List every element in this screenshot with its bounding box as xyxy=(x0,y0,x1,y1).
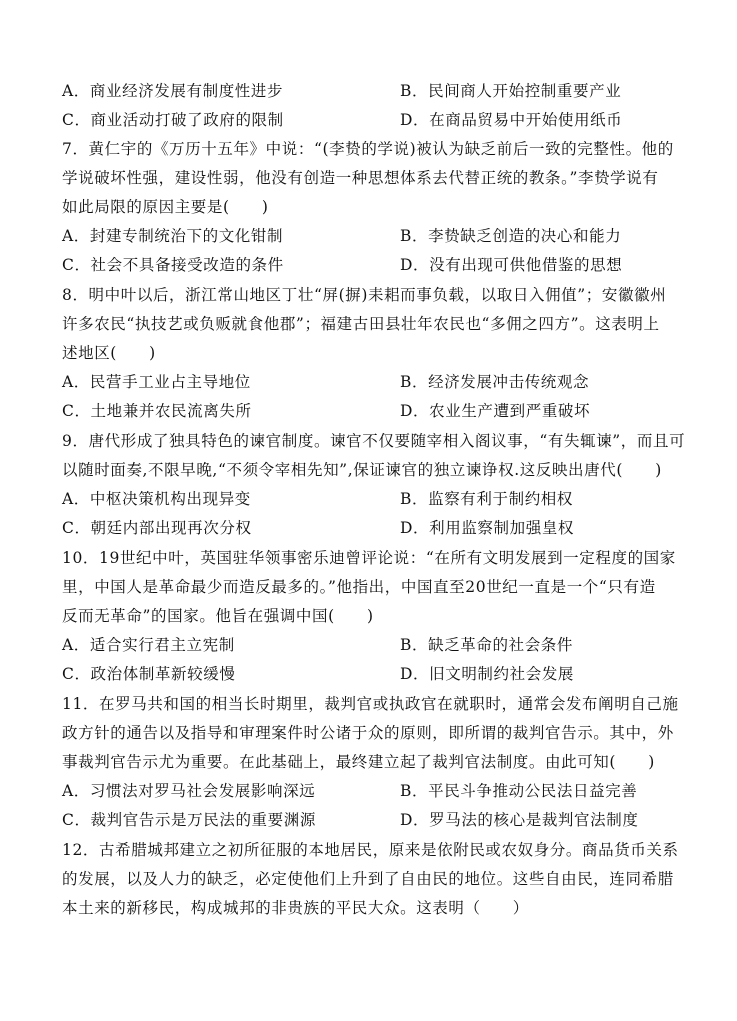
q7-option-b: B．李贽缺乏创造的决心和能力 xyxy=(400,227,622,245)
q6-option-d: D．在商品贸易中开始使用纸币 xyxy=(400,111,623,129)
q11-stem-line-2: 政方针的通告以及指导和审理案件时公诸于众的原则，即所谓的裁判官告示。其中，外 xyxy=(62,724,674,742)
q11-option-d: D．罗马法的核心是裁判官法制度 xyxy=(400,811,639,829)
q12-stem-line-1: 12．古希腊城邦建立之初所征服的本地居民，原来是依附民或农奴身分。商品货币关系 xyxy=(62,841,679,859)
q8-stem-line-1: 8．明中叶以后，浙江常山地区丁壮“屏(摒)耒耜而事负载，以取日入佣值”；安徽徽州 xyxy=(62,286,667,304)
q10-option-b: B．缺乏革命的社会条件 xyxy=(400,636,573,654)
q9-stem-line-2: 以随时面奏,不限早晚,“不须令宰相先知”,保证谏官的独立谏诤权.这反映出唐代( ) xyxy=(62,461,662,479)
q7-option-c: C．社会不具备接受改造的条件 xyxy=(62,256,284,274)
q11-option-c: C．裁判官告示是万民法的重要渊源 xyxy=(62,811,316,829)
q7-option-d: D．没有出现可供他借鉴的思想 xyxy=(400,256,623,274)
q11-option-a: A．习惯法对罗马社会发展影响深远 xyxy=(62,782,316,800)
q9-option-d: D．利用监察制加强皇权 xyxy=(400,519,575,537)
q7-stem-line-1: 7．黄仁宇的《万历十五年》中说：“(李贽的学说)被认为缺乏前后一致的完整性。他的 xyxy=(62,140,674,158)
q7-stem-line-2: 学说破坏性强，建设性弱，他没有创造一种思想体系去代替正统的教条。”李贽学说有 xyxy=(62,169,659,187)
q8-option-b: B．经济发展冲击传统观念 xyxy=(400,373,590,391)
q10-option-d: D．旧文明制约社会发展 xyxy=(400,665,575,683)
q9-option-a: A．中枢决策机构出现异变 xyxy=(62,490,251,508)
q8-option-d: D．农业生产遭到严重破坏 xyxy=(400,402,591,420)
q7-stem-line-3: 如此局限的原因主要是( ) xyxy=(62,198,269,216)
q6-option-b: B．民间商人开始控制重要产业 xyxy=(400,82,622,100)
q6-option-a: A．商业经济发展有制度性进步 xyxy=(62,82,284,100)
q8-option-c: C．土地兼并农民流离失所 xyxy=(62,402,252,420)
q12-stem-line-3: 本土来的新移民，构成城邦的非贵族的平民大众。这表明（ ） xyxy=(62,899,529,917)
q11-option-b: B．平民斗争推动公民法日益完善 xyxy=(400,782,638,800)
q8-option-a: A．民营手工业占主导地位 xyxy=(62,373,251,391)
q8-stem-line-2: 许多农民“执技艺或负贩就食他郡”；福建古田县壮年农民也“多佣之四方”。这表明上 xyxy=(62,315,660,333)
q11-stem-line-3: 事裁判官告示尤为重要。在此基础上，最终建立起了裁判官法制度。由此可知( ) xyxy=(62,753,655,771)
q7-option-a: A．封建专制统治下的文化钳制 xyxy=(62,227,284,245)
q10-option-c: C．政治体制革新较缓慢 xyxy=(62,665,236,683)
q10-stem-line-1: 10．19世纪中叶，英国驻华领事密乐迪曾评论说：“在所有文明发展到一定程度的国家 xyxy=(62,549,676,567)
q9-option-b: B．监察有利于制约相权 xyxy=(400,490,573,508)
q6-option-c: C．商业活动打破了政府的限制 xyxy=(62,111,284,129)
q11-stem-line-1: 11．在罗马共和国的相当长时期里，裁判官或执政官在就职时，通常会发布阐明自己施 xyxy=(62,695,679,713)
q10-stem-line-2: 里，中国人是革命最少而造反最多的。”他指出，中国直至20世纪一直是一个“只有造 xyxy=(62,578,656,596)
q10-stem-line-3: 反而无革命”的国家。他旨在强调中国( ) xyxy=(62,607,374,625)
q10-option-a: A．适合实行君主立宪制 xyxy=(62,636,235,654)
q9-stem-line-1: 9．唐代形成了独具特色的谏官制度。谏官不仅要随宰相入阁议事，“有失辄谏”，而且可 xyxy=(62,432,686,450)
q12-stem-line-2: 的发展，以及人力的缺乏，必定使他们上升到了自由民的地位。这些自由民，连同希腊 xyxy=(62,870,674,888)
q9-option-c: C．朝廷内部出现再次分权 xyxy=(62,519,252,537)
q8-stem-line-3: 述地区( ) xyxy=(62,344,156,362)
